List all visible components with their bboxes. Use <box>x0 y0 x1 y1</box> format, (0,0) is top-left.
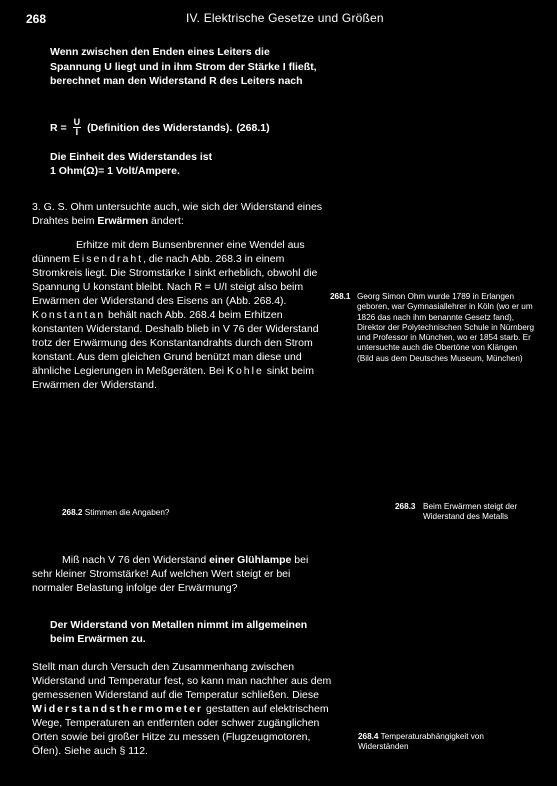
experiment-paragraph <box>32 238 324 392</box>
caption-text: Stimmen die Angaben? <box>84 508 170 517</box>
formula-note: (Definition des Widerstands). <box>87 121 233 134</box>
section-3-text-b: ändert: <box>148 215 184 227</box>
formula-numerator: U <box>73 117 81 127</box>
final-text-b: gestatten auf elektrischem Wege, Temperaturen an entfernten oder schwer zugänglichen Orten sowie bei großer Hitze zu messen (Flugzeugmotoren, Öfen). Siehe auch § 112. <box>32 703 329 757</box>
caption-number: 268.4 <box>358 732 379 741</box>
unit-definition <box>50 150 320 178</box>
experiment-text-7: sinkt beim Erwärmen der Widerstand. <box>32 365 315 391</box>
experiment-keyword-kohle: Kohle <box>226 365 264 377</box>
experiment-text-5: behält nach Abb. 268.4 beim Erhitzen konstanten Widerstand. Deshalb blieb in V 76 der Widerstand trotz der Erwärmung des Konstantandrahts durch den Strom konstant. Aus dem gleichen Grund benützt man diese und ähnliche Legierungen in Meßgeräten. Bei <box>32 309 319 377</box>
experiment-text-3: , die nach Abb. 268.3 in einem Stromkreis liegt. Die Stromstärke I sinkt erheblich, obwohl die Spannung U konstant bleibt. Nach R = U/I steigt also beim Erwärmen der Widerstand des Eisens an (Abb. 268.4). <box>32 253 318 307</box>
caption-number: 268.2 <box>62 508 83 517</box>
task-keyword: einer Glühlampe <box>209 554 292 566</box>
caption-268-2 <box>62 508 262 518</box>
formula-lhs: R = <box>50 121 67 134</box>
resistance-formula <box>50 118 330 137</box>
task-paragraph <box>32 553 324 595</box>
caption-268-1 <box>330 292 535 364</box>
task-text-b: bei sehr kleiner Stromstärke! Auf welchen Wert steigt er bei normaler Belastung infolge der Erwärmung? <box>32 554 309 594</box>
formula-denominator: I <box>75 127 79 137</box>
experiment-keyword-iron: Eisendraht <box>72 253 144 265</box>
metal-resistance-rule: Der Widerstand von Metallen nimmt im allgemeinen beim Erwärmen zu. <box>50 619 308 645</box>
formula-fraction <box>73 118 82 137</box>
experiment-text-1: Erhitze mit dem Bunsenbrenner eine Wendel aus dünnem <box>32 239 305 265</box>
section-3-text-a: 3. G. S. Ohm untersuchte auch, wie sich der Widerstand eines Drahtes beim <box>32 201 323 227</box>
final-text-a: Stellt man durch Versuch den Zusammenhang zwischen Widerstand und Temperatur fest, so kann man nachher aus dem gemessenen Widerstand auf die Temperatur schließen. Diese <box>32 661 332 701</box>
caption-text: Georg Simon Ohm wurde 1789 in Erlangen geboren, war Gymnasiallehrer in Köln (wo er um 1826 das nach ihm benannte Gesetz fand), Direktor der Polytechnischen Schule in Nürnberg und Professor in München, wo er 1854 starb. Er untersuchte auch die Obertöne von Klängen (Bild aus dem Deutsches Museum, München) <box>357 292 535 363</box>
thermometer-paragraph <box>32 660 338 758</box>
unit-line-2: 1 Ohm(Ω)= 1 Volt/Ampere. <box>50 165 180 177</box>
caption-number: 268.1 <box>330 292 351 301</box>
running-title: IV. Elektrische Gesetze und Größen <box>186 11 384 25</box>
unit-line-1: Die Einheit des Widerstandes ist <box>50 151 213 163</box>
caption-text: Beim Erwärmen steigt der Widerstand des Metalls <box>423 502 518 522</box>
section-3-paragraph <box>32 200 324 228</box>
caption-number: 268.3 <box>395 502 416 511</box>
caption-text: Temperaturabhängigkeit von Widerständen <box>358 732 484 752</box>
final-keyword: Widerstandsthermometer <box>32 703 204 715</box>
section-3-keyword: Erwärmen <box>97 215 149 227</box>
caption-268-3 <box>395 502 525 523</box>
page-number: 268 <box>26 12 47 26</box>
task-text-a: Miß nach V 76 den Widerstand <box>62 554 210 566</box>
caption-268-4 <box>358 732 528 753</box>
formula-number: (268.1) <box>236 121 270 134</box>
experiment-keyword-konstantan: Konstantan <box>32 309 106 321</box>
definition-statement: Wenn zwischen den Enden eines Leiters die Spannung U liegt und in ihm Strom der Stärke I fließt, berechnet man den Widerstand R des Leiters nach <box>50 46 317 88</box>
